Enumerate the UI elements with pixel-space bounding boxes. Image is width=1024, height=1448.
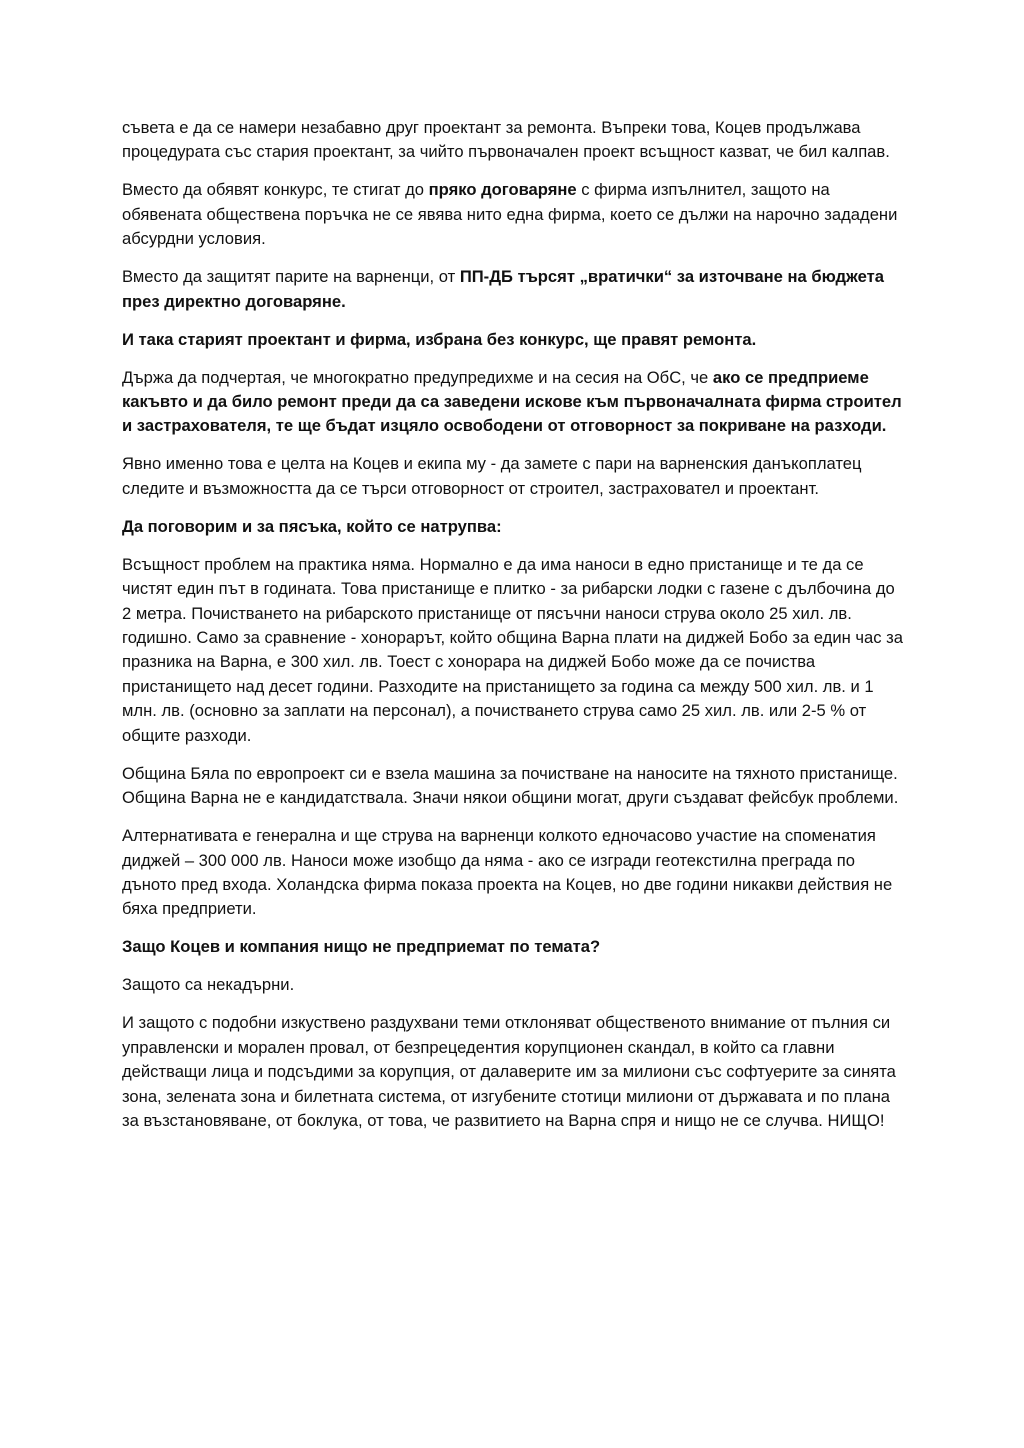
- paragraph-text: И защото с подобни изкуствено раздухвани теми отклоняват общественото внимание от пълния си управленски и морален провал, от безпрецедентия корупционен скандал, в който са главни действащи лица и подсъдими за корупция, от далаверите им за милиони със софтуерите за синята зона, зелената зона и билетната система, от изгубените стотици милиони от държавата и по плана за възстановяване, от боклука, от това, че развитието на Варна спря и нищо не се случва. НИЩО!: [122, 1013, 896, 1130]
- paragraph-text: Държа да подчертая, че многократно предупредихме и на сесия на ОбС, че: [122, 367, 713, 387]
- paragraph-5: [122, 366, 908, 439]
- question-heading: [122, 935, 908, 959]
- document-page: [122, 116, 908, 1147]
- bold-heading: Да поговорим и за пясъка, който се натрупва:: [122, 516, 502, 536]
- paragraph-10: [122, 824, 908, 922]
- paragraph-6: [122, 452, 908, 501]
- paragraph-text: Явно именно това е целта на Коцев и екипа му - да замете с пари на варненския данъкоплатец следите и възможността да се търси отговорност от строител, застраховател и проектант.: [122, 454, 862, 498]
- paragraph-2: [122, 178, 908, 251]
- paragraph-text: Вместо да обявят конкурс, те стигат до: [122, 180, 429, 200]
- paragraph-text: Вместо да защитят парите на варненци, от: [122, 267, 460, 287]
- paragraph-text: Всъщност проблем на практика няма. Нормално е да има наноси в едно пристанище и те да се чистят един път в годината. Това пристанище е плитко - за рибарски лодки с газене с дълбочина до 2 метра. Почистването на рибарското пристанище от пясъчни наноси струва около 25 хил. лв. годишно. Само за сравнение - хонорарът, който община Варна плати на диджей Бобо за един час за празника на Варна, е 300 хил. лв. Тоест с хонорара на диджей Бобо може да се почиства пристанището над десет години. Разходите на пристанището за година са между 500 хил. лв. и 1 млн. лв. (основно за заплати на персонал), а почистването струва само 25 хил. лв. или 2-5 % от общите разходи.: [122, 554, 904, 745]
- paragraph-3: [122, 265, 908, 314]
- paragraph-text: с фирма изпълнител, защото на обявената обществена поръчка не се явява нито една фирма, което се дължи на нарочно зададени абсурдни условия.: [122, 180, 898, 249]
- paragraph-4: [122, 328, 908, 352]
- paragraph-8: [122, 553, 908, 748]
- bold-phrase: ПП-ДБ търсят „вратички“ за източване на бюджета през директно договаряне.: [122, 267, 884, 311]
- paragraph-text: Община Бяла по европроект си е взела машина за почистване на наносите на тяхното пристанище. Община Варна не е кандидатствала. Значи някои общини могат, други създават фейсбук проблеми.: [122, 763, 899, 808]
- bold-phrase: пряко договаряне: [428, 180, 577, 200]
- paragraph-text: Алтернативата е генерална и ще струва на варненци колкото едночасово участие на споменатия диджей – 300 000 лв. Наноси може изобщо да няма - ако се изгради геотекстилна преграда по дъното пред входа. Холандска фирма показа проекта на Коцев, но две години никакви действия не бяха предприети.: [122, 826, 893, 919]
- paragraph-1: [122, 116, 908, 165]
- bold-heading: Защо Коцев и компания нищо не предприемат по темата?: [122, 937, 601, 957]
- paragraph-text: Защото са некадърни.: [122, 975, 295, 995]
- bold-phrase: ако се предприеме какъвто и да било ремонт преди да са заведени искове към първоначалната фирма строител и застрахователя, те ще бъдат изцяло освободени от отговорност за покриване на разходи.: [122, 367, 902, 436]
- section-heading-sand: [122, 515, 908, 539]
- paragraph-text: съвета е да се намери незабавно друг проектант за ремонта. Въпреки това, Коцев продължава процедурата със стария проектант, за чийто първоначален проект всъщност казват, че бил калпав.: [122, 118, 890, 162]
- paragraph-12: [122, 973, 908, 997]
- bold-statement: И така старият проектант и фирма, избрана без конкурс, ще правят ремонта.: [122, 329, 757, 349]
- paragraph-13: [122, 1011, 908, 1133]
- paragraph-9: [122, 762, 908, 811]
